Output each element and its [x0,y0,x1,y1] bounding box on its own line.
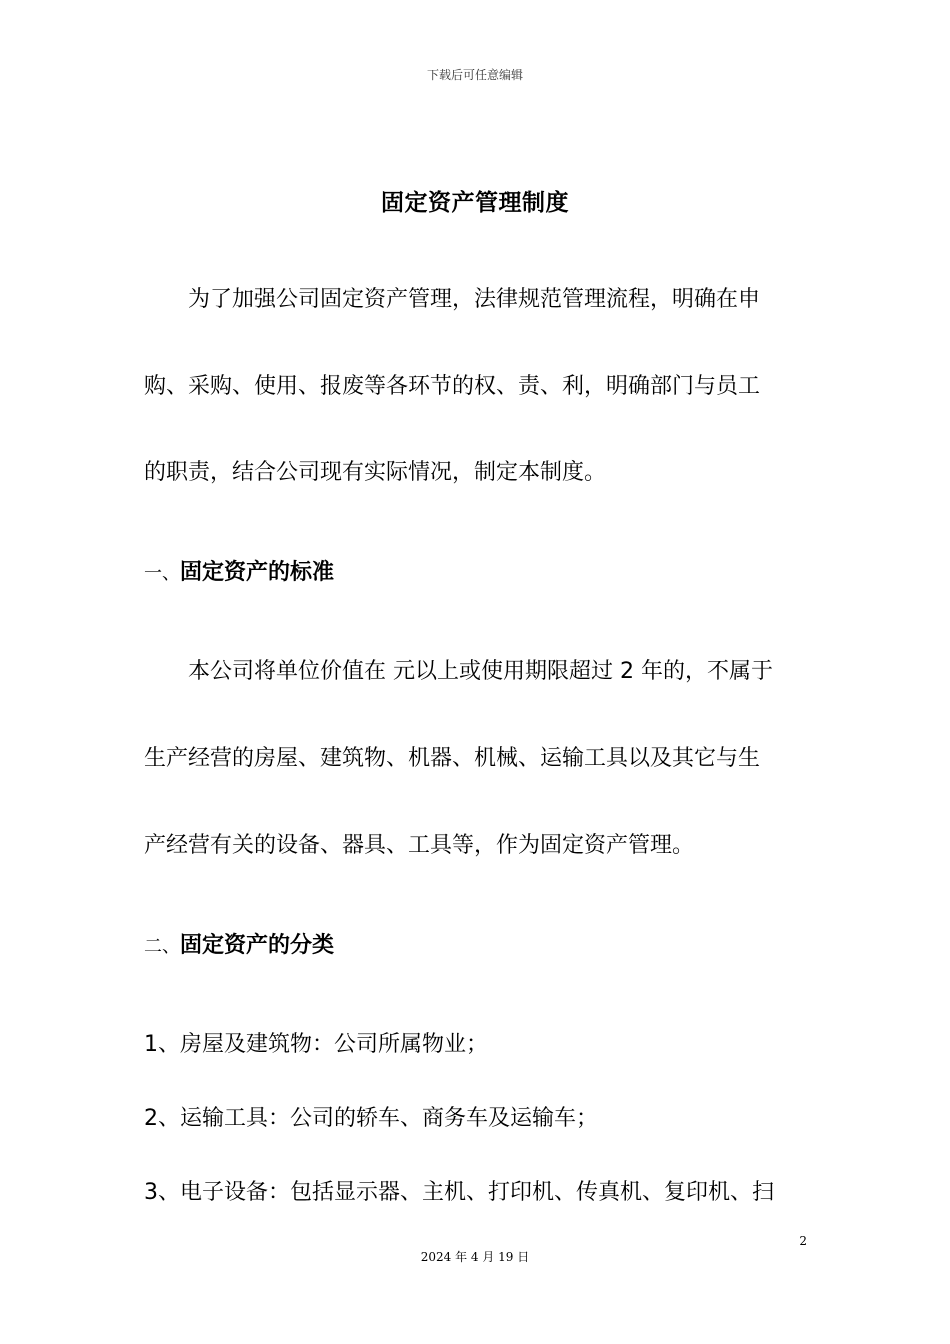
header-note: 下载后可任意编辑 [426,68,523,82]
list-item: 3、电子设备：包括显示器、主机、打印机、传真机、复印机、扫 [144,1180,774,1205]
section-1-line-2: 生产经营的房屋、建筑物、机器、机械、运输工具以及其它与生 [144,746,761,771]
intro-line-2: 购、采购、使用、报废等各环节的权、责、利，明确部门与员工 [144,374,761,399]
list-item: 1、房屋及建筑物：公司所属物业； [144,1032,488,1057]
section-1-title: 固定资产的标准 [180,560,335,585]
footer-date: 2024 年 4 月 19 日 [420,1250,530,1264]
section-1-line-3: 产经营有关的设备、器具、工具等，作为固定资产管理。 [144,833,695,858]
section-2-number: 二、 [144,936,180,957]
intro-line-1: 为了加强公司固定资产管理，法律规范管理流程，明确在申 [188,287,761,312]
document-title: 固定资产管理制度 [381,190,569,216]
section-1-line-1: 本公司将单位价值在 元以上或使用期限超过 2 年的，不属于 [188,659,773,684]
section-2-heading [144,932,334,961]
section-1-number: 一、 [144,563,180,584]
intro-line-3: 的职责，结合公司现有实际情况，制定本制度。 [144,460,607,485]
section-2-title: 固定资产的分类 [180,933,335,958]
page-number: 2 [799,1234,807,1248]
section-1-heading [144,559,334,588]
list-item: 2、运输工具：公司的轿车、商务车及运输车； [144,1106,598,1131]
